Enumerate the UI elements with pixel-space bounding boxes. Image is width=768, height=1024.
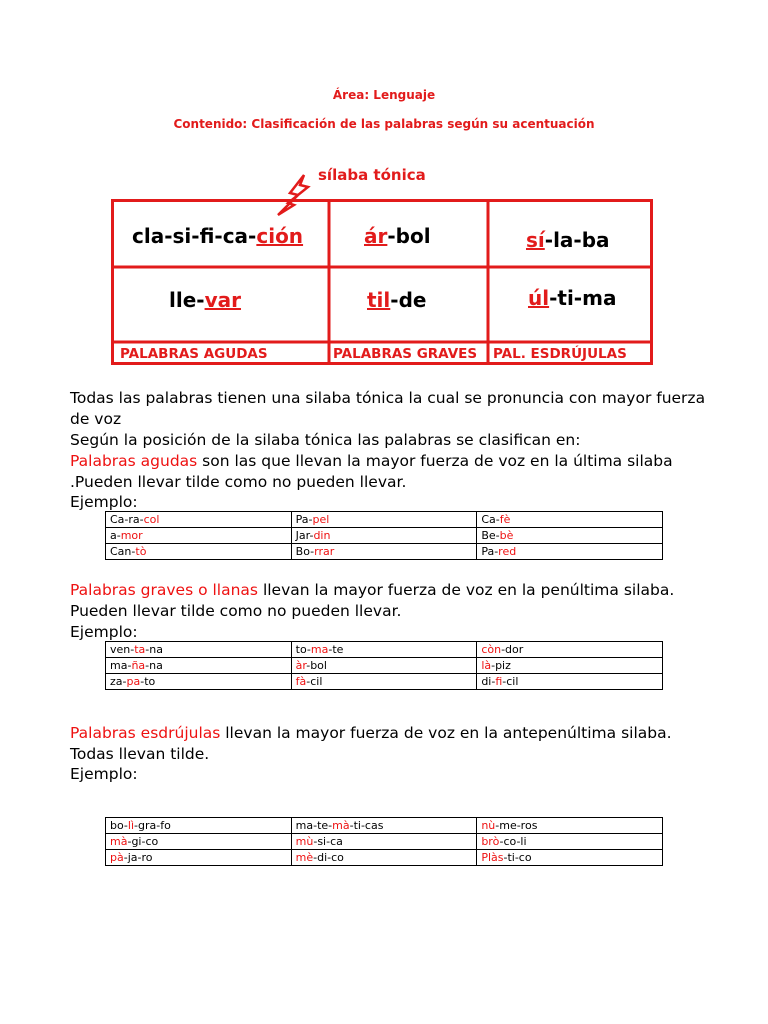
table-cell: za-pa-to (106, 674, 292, 690)
table-cell: còn-dor (477, 642, 663, 658)
table-cell: Bo-rrar (291, 544, 477, 560)
footer-graves: PALABRAS GRAVES (333, 346, 478, 362)
table-row (106, 642, 663, 658)
table-row (106, 658, 663, 674)
agudas-paragraph: Palabras agudas son las que llevan la mayor fuerza de voz en la última silaba .Pueden llevar tilde como no pueden llevar. (70, 452, 673, 491)
grid-word: til-de (367, 288, 427, 312)
graves-paragraph: Palabras graves o llanas llevan la mayor fuerza de voz en la penúltima silaba. Pueden llevar tilde como no pueden llevar. (70, 581, 675, 620)
area-heading: Área: Lenguaje (332, 88, 436, 102)
graves-table (105, 641, 663, 690)
grid-word: lle-var (169, 288, 241, 312)
table-cell: di-fi-cil (477, 674, 663, 690)
ejemplo-label: Ejemplo: (70, 765, 138, 783)
table-cell: pà-ja-ro (106, 850, 292, 866)
footer-esdrujulas: PAL. ESDRÚJULAS (493, 346, 627, 362)
table-cell: a-mor (106, 528, 292, 544)
table-cell: ma-te-mà-ti-cas (291, 818, 477, 834)
esdrujulas-table (105, 817, 663, 866)
table-row (106, 834, 663, 850)
table-row (106, 850, 663, 866)
table-cell: Plàs-ti-co (477, 850, 663, 866)
table-cell: brò-co-li (477, 834, 663, 850)
table-cell: Ca-fè (477, 512, 663, 528)
grid-word: ár-bol (364, 224, 431, 248)
table-cell: àr-bol (291, 658, 477, 674)
intro-paragraph: Todas las palabras tienen una silaba tónica la cual se pronuncia con mayor fuerza de voz (70, 389, 706, 428)
grid-word: úl-ti-ma (528, 286, 617, 310)
contenido-heading: Contenido: Clasificación de las palabras según su acentuación (173, 117, 595, 131)
table-row (106, 674, 663, 690)
table-cell: mà-gi-co (106, 834, 292, 850)
table-row (106, 528, 663, 544)
footer-agudas: PALABRAS AGUDAS (120, 346, 268, 362)
grid-word: cla-si-fi-ca-ción (132, 224, 304, 248)
table-row (106, 544, 663, 560)
classification-paragraph: Según la posición de la silaba tónica las palabras se clasifican en: (70, 431, 581, 449)
table-cell: nù-me-ros (477, 818, 663, 834)
table-cell: Be-bè (477, 528, 663, 544)
agudas-table (105, 511, 663, 560)
table-row (106, 818, 663, 834)
syllable-grid (111, 199, 653, 365)
table-cell: Pa-red (477, 544, 663, 560)
table-cell: mè-di-co (291, 850, 477, 866)
table-cell: to-ma-te (291, 642, 477, 658)
grid-word: sí-la-ba (526, 228, 610, 252)
esdrujulas-paragraph: Palabras esdrújulas llevan la mayor fuerza de voz en la antepenúltima silaba. Todas llevan tilde. (70, 724, 672, 763)
table-cell: ma-ña-na (106, 658, 292, 674)
table-cell: ven-ta-na (106, 642, 292, 658)
ejemplo-label: Ejemplo: (70, 623, 138, 641)
table-row (106, 512, 663, 528)
table-cell: bo-lì-gra-fo (106, 818, 292, 834)
tonic-syllable-label: sílaba tónica (318, 166, 426, 184)
table-cell: Pa-pel (291, 512, 477, 528)
ejemplo-label: Ejemplo: (70, 493, 138, 511)
table-cell: fà-cil (291, 674, 477, 690)
table-cell: Ca-ra-col (106, 512, 292, 528)
table-cell: mù-si-ca (291, 834, 477, 850)
table-cell: là-piz (477, 658, 663, 674)
table-cell: Can-tò (106, 544, 292, 560)
table-cell: Jar-din (291, 528, 477, 544)
